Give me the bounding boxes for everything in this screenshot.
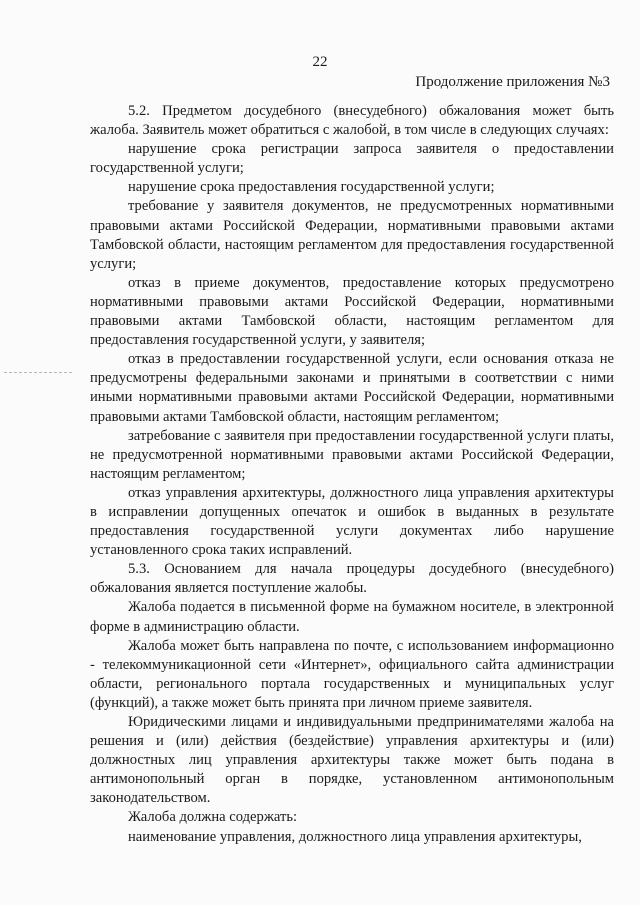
page-number: 22	[312, 54, 328, 70]
paragraph-complaint-form: Жалоба подается в письменной форме на бумажном носителе, в электронной форме в администрацию области.	[90, 599, 614, 635]
paragraph-complaint-contents: Жалоба должна содержать:	[128, 809, 298, 826]
paragraph-5-3: 5.3. Основанием для начала процедуры досудебного (внесудебного) обжалования является поступление жалобы.	[90, 561, 614, 597]
list-item-service-refusal: отказ в предоставлении государственной услуги, если основания отказа не предусмотрены федеральными законами и принятыми в соответствии с ними иными нормативными правовыми актами Российской Федерации, нормативными правовыми актами Тамбовской области, настоящим регламентом;	[90, 351, 614, 425]
list-item-extra-documents: требование у заявителя документов, не предусмотренных нормативными правовыми актами Российской Федерации, нормативными правовыми актами Тамбовской области, настоящим регламентом для предоставления государственной услуги;	[90, 198, 614, 272]
list-item-registration-delay: нарушение срока регистрации запроса заявителя о предоставлении государственной услуги;	[90, 141, 614, 177]
list-item-correction-refusal: отказ управления архитектуры, должностного лица управления архитектуры в исправлении допущенных опечаток и ошибок в выданных в результате предоставления государственной услуги документах либо нарушение установленного срока таких исправлений.	[90, 484, 614, 559]
paragraph-5-2: 5.2. Предметом досудебного (внесудебного) обжалования может быть жалоба. Заявитель может обратиться с жалобой, в том числе в следующих случаях:	[90, 103, 614, 139]
paragraph-authority-name: наименование управления, должностного лица управления архитектуры,	[128, 828, 582, 845]
list-item-document-refusal: отказ в приеме документов, предоставление которых предусмотрено нормативными правовыми актами Российской Федерации, нормативными правовыми актами Тамбовской области, настоящим регламентом для предоставления государственной услуги, у заявителя;	[90, 274, 614, 349]
scan-margin-mark	[4, 372, 72, 373]
paragraph-complaint-channels: Жалоба может быть направлена по почте, с использованием информационно - телекоммуникационной сети «Интернет», официального сайта администрации области, регионального портала государственных и муниципальных услуг (функций), а также может быть принята при личном приеме заявителя.	[90, 637, 614, 711]
document-body	[90, 102, 614, 847]
appendix-continuation-note: Продолжение приложения №3	[415, 74, 610, 90]
list-item-fee-demand: затребование с заявителя при предоставлении государственной услуги платы, не предусмотренной нормативными правовыми актами Российской Федерации, настоящим регламентом;	[90, 427, 614, 482]
paragraph-antimonopoly: Юридическими лицами и индивидуальными предпринимателями жалоба на решения и (или) действия (бездействие) управления архитектуры и (или) должностных лиц управления архитектуры также может быть подана в антимонопольный орган в порядке, установленном антимонопольным законодательством.	[90, 714, 614, 807]
list-item-service-delay: нарушение срока предоставления государственной услуги;	[128, 179, 495, 196]
